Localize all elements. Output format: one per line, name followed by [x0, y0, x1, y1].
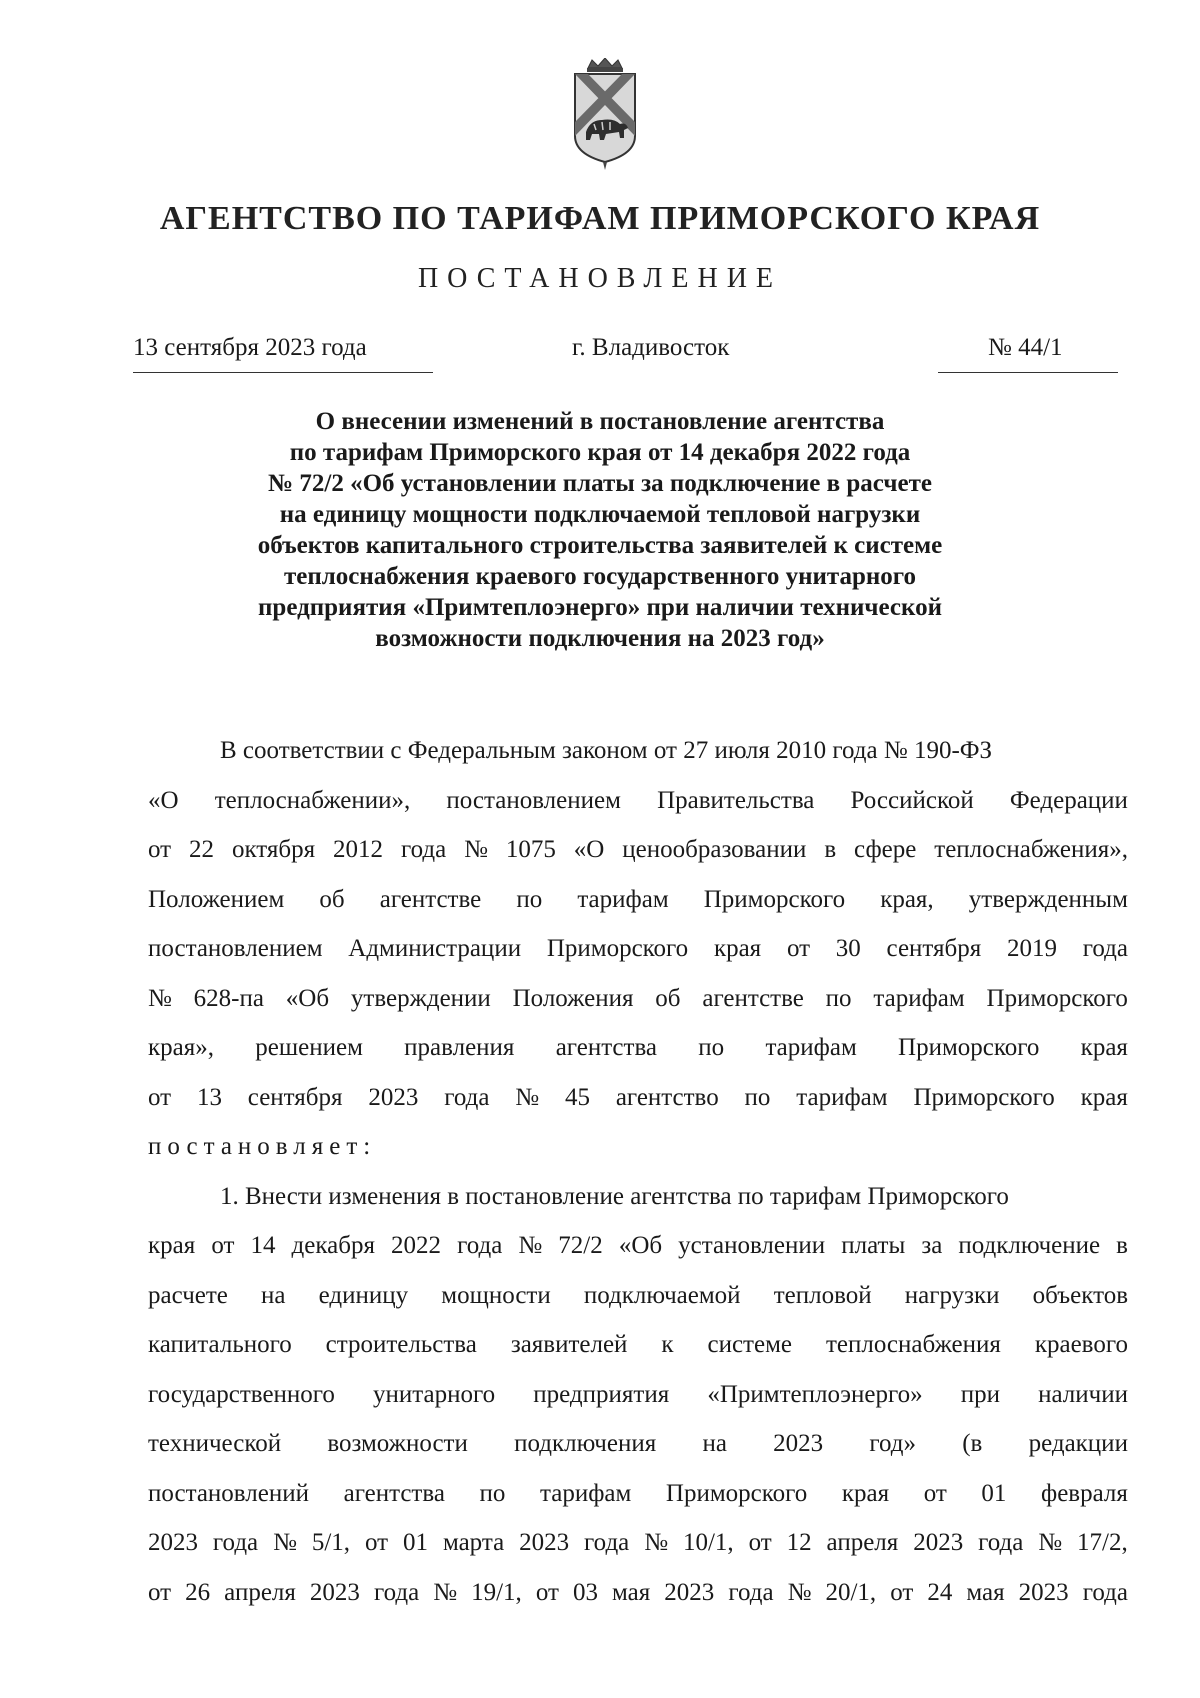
word: возможности — [327, 1430, 468, 1457]
word: 2023 — [148, 1529, 198, 1556]
word: года — [584, 1529, 630, 1556]
word: Положением — [148, 885, 285, 913]
word: об — [319, 885, 345, 913]
word: постановлением — [446, 786, 621, 814]
word: Приморского — [898, 1034, 1040, 1061]
word: по — [744, 1083, 771, 1111]
word: в — [824, 836, 837, 863]
word: теплоснабжения — [825, 1331, 1001, 1358]
word: от — [364, 1529, 389, 1556]
word: агентстве — [702, 984, 804, 1012]
word: нагрузки — [904, 1281, 1000, 1309]
word: 72/2 — [558, 1232, 603, 1259]
word: декабря — [291, 1232, 375, 1259]
word: Приморского — [703, 885, 846, 913]
word: 2023 — [664, 1578, 715, 1606]
word: тарифам — [796, 1083, 888, 1111]
subject-line: № 72/2 «Об установлении платы за подключение в расчете — [268, 470, 932, 497]
word: от — [786, 935, 811, 962]
word: наличии — [1038, 1380, 1128, 1408]
word: № — [273, 1529, 297, 1556]
word: 22 — [189, 836, 215, 863]
word: строительства — [325, 1331, 477, 1358]
word: агентства — [343, 1479, 445, 1507]
word: постановлений — [148, 1479, 309, 1507]
document-number-field — [938, 334, 1118, 373]
word: № — [518, 1232, 543, 1259]
word: на — [261, 1281, 286, 1309]
word: 2023 — [913, 1529, 964, 1556]
body-line — [148, 1023, 1128, 1073]
word: года — [400, 836, 447, 863]
body-line — [148, 1221, 1128, 1271]
word: 20/1, — [825, 1578, 877, 1606]
word: 19/1, — [471, 1578, 522, 1606]
body-line — [148, 1271, 1128, 1321]
word: 26 — [185, 1578, 211, 1606]
word: системе — [707, 1331, 792, 1358]
word: края — [713, 935, 762, 962]
word: 13 — [196, 1083, 222, 1111]
word: 2023 — [309, 1578, 360, 1606]
word: тарифам — [765, 1034, 857, 1061]
subject-line: теплоснабжения краевого государственного унитарного — [283, 563, 917, 590]
word: года — [373, 1578, 420, 1606]
word: от — [923, 1479, 947, 1507]
word: установлении — [678, 1232, 826, 1259]
body-line — [148, 974, 1128, 1024]
word: от — [535, 1578, 559, 1606]
word: Администрации — [348, 935, 522, 962]
agency-title: АГЕНТСТВО ПО ТАРИФАМ ПРИМОРСКОГО КРАЯ — [159, 200, 1041, 237]
word: края — [841, 1479, 890, 1507]
word: № — [464, 836, 488, 863]
word: мая — [966, 1578, 1005, 1606]
body-line — [148, 1419, 1128, 1469]
word: «Об — [285, 984, 330, 1012]
word: подключаемой — [583, 1281, 741, 1309]
body-line — [148, 776, 1128, 826]
word: от — [748, 1529, 772, 1556]
document-subject — [150, 406, 1050, 654]
word: по — [516, 885, 543, 913]
word: года — [978, 1529, 1024, 1556]
word: тарифам — [577, 885, 669, 913]
word: 1075 — [505, 836, 556, 863]
word: № — [148, 984, 172, 1012]
body-line: В соответствии с Федеральным законом от 27 июля 2010 года № 190-ФЗ — [220, 737, 993, 764]
word: 12 — [786, 1529, 812, 1556]
word: год» — [869, 1430, 916, 1457]
word: края, — [880, 885, 934, 913]
word: от — [890, 1578, 914, 1606]
word: по — [825, 984, 852, 1012]
word: редакции — [1028, 1430, 1128, 1457]
subject-line: по тарифам Приморского края от 14 декабря 2022 года — [289, 439, 911, 466]
word: 14 — [250, 1232, 276, 1259]
word: государственного — [148, 1380, 335, 1408]
body-line — [148, 1469, 1128, 1519]
word: тарифам — [540, 1479, 632, 1507]
word: 45 — [564, 1083, 590, 1111]
word: края — [1080, 1034, 1128, 1061]
word: об — [655, 984, 681, 1012]
word: Положения — [512, 984, 634, 1012]
word: сентября — [886, 935, 982, 962]
document-meta — [0, 334, 1200, 384]
word: решением — [255, 1034, 363, 1061]
word: (в — [962, 1430, 983, 1457]
word: 2023 — [519, 1529, 570, 1556]
word: «Об — [618, 1232, 663, 1259]
word: года — [1082, 1578, 1128, 1606]
word: теплоснабжении», — [214, 786, 411, 814]
word: по — [698, 1034, 725, 1061]
word: № — [787, 1578, 812, 1606]
word: предприятия — [533, 1380, 670, 1408]
word: тарифам — [873, 984, 965, 1012]
word: 2023 — [1018, 1578, 1069, 1606]
word: года — [212, 1529, 259, 1556]
word: Российской — [850, 786, 974, 814]
word: сфере — [854, 836, 917, 863]
word: заявителей — [510, 1331, 628, 1358]
word: правления — [404, 1034, 515, 1061]
word: объектов — [1032, 1281, 1128, 1309]
resolution-word: постановляет: — [148, 1133, 377, 1160]
coat-of-arms-icon — [570, 58, 640, 170]
body-line — [148, 1370, 1128, 1420]
word: 10/1, — [682, 1529, 734, 1556]
word: 2012 — [333, 836, 384, 863]
word: тепловой — [773, 1281, 872, 1309]
word: марта — [442, 1529, 505, 1556]
body-line — [148, 924, 1128, 974]
document-date: 13 сентября 2023 года — [133, 334, 433, 373]
document-number: № 44/1 — [988, 334, 1063, 361]
document-type: ПОСТАНОВЛЕНИЕ — [417, 263, 783, 294]
word: агентства — [555, 1034, 658, 1061]
word: капитального — [148, 1331, 292, 1358]
word: 2023 — [368, 1083, 419, 1111]
word: подключения — [514, 1430, 657, 1457]
subject-line: объектов капитального строительства заявителей к системе — [257, 532, 943, 559]
document-body — [148, 726, 1128, 1617]
word: от — [148, 1578, 172, 1606]
word: подключение — [958, 1232, 1101, 1259]
word: 17/2, — [1077, 1529, 1128, 1556]
body-line — [148, 1320, 1128, 1370]
word: 01 — [981, 1479, 1007, 1507]
word: мая — [612, 1578, 651, 1606]
body-line — [148, 1073, 1128, 1123]
subject-line: на единицу мощности подключаемой тепловой нагрузки — [279, 501, 921, 528]
word: по — [479, 1479, 506, 1507]
word: 03 — [572, 1578, 598, 1606]
word: мощности — [441, 1281, 551, 1309]
word: 01 — [403, 1529, 429, 1556]
body-line — [148, 825, 1128, 875]
body-line — [148, 1518, 1128, 1568]
word: унитарного — [373, 1380, 496, 1408]
word: края — [148, 1232, 196, 1259]
word: агентство — [615, 1083, 719, 1111]
word: края», — [148, 1034, 214, 1061]
subject-line: О внесении изменений в постановление агентства — [315, 408, 885, 435]
word: от — [211, 1232, 235, 1259]
word: от — [148, 1083, 172, 1111]
word: теплоснабжения», — [934, 836, 1128, 863]
subject-line: предприятия «Примтеплоэнерго» при наличии технической — [258, 594, 942, 621]
word: расчете — [148, 1281, 228, 1309]
word: октября — [231, 836, 316, 863]
word: края — [1080, 1083, 1128, 1111]
word: Федерации — [1009, 786, 1128, 814]
word: на — [702, 1430, 727, 1457]
word: Приморского — [986, 984, 1128, 1012]
word: за — [921, 1232, 943, 1259]
word: № — [515, 1083, 540, 1111]
word: апреля — [224, 1578, 296, 1606]
word: февраля — [1041, 1479, 1128, 1507]
word: платы — [841, 1232, 906, 1259]
word: к — [661, 1331, 674, 1358]
word: при — [960, 1380, 1000, 1408]
document-city: г. Владивосток — [572, 334, 730, 361]
word: № — [433, 1578, 458, 1606]
word: года — [457, 1232, 503, 1259]
word: «О — [573, 836, 605, 863]
word: Приморского — [546, 935, 689, 962]
word: Приморского — [913, 1083, 1055, 1111]
word: в — [1116, 1232, 1128, 1259]
subject-line: возможности подключения на 2023 год» — [375, 625, 825, 652]
word: № — [644, 1529, 669, 1556]
word: 2019 — [1007, 935, 1057, 962]
word: Правительства — [657, 786, 815, 814]
word: 5/1, — [311, 1529, 351, 1556]
word: от — [148, 836, 172, 863]
word: технической — [148, 1430, 282, 1457]
word: утверждении — [350, 984, 491, 1012]
word: № — [1038, 1529, 1063, 1556]
word: года — [444, 1083, 490, 1111]
word: постановлением — [148, 935, 323, 962]
body-line — [148, 1568, 1128, 1618]
word: 628-па — [193, 984, 264, 1012]
body-line — [148, 875, 1128, 925]
word: года — [728, 1578, 774, 1606]
word: апреля — [826, 1529, 899, 1556]
word: сентября — [247, 1083, 343, 1111]
word: 2023 — [773, 1430, 824, 1457]
word: краевого — [1034, 1331, 1128, 1358]
word: «О — [148, 786, 179, 814]
body-line: 1. Внести изменения в постановление агентства по тарифам Приморского — [220, 1182, 1009, 1210]
word: 30 — [835, 935, 861, 962]
word: года — [1082, 935, 1128, 962]
word: 2022 — [391, 1232, 442, 1259]
word: единицу — [318, 1281, 409, 1309]
word: агентстве — [379, 885, 482, 913]
word: Приморского — [665, 1479, 808, 1507]
word: утвержденным — [968, 885, 1128, 913]
word: 24 — [927, 1578, 953, 1606]
word: «Примтеплоэнерго» — [707, 1380, 923, 1408]
word: ценообразовании — [622, 836, 807, 863]
